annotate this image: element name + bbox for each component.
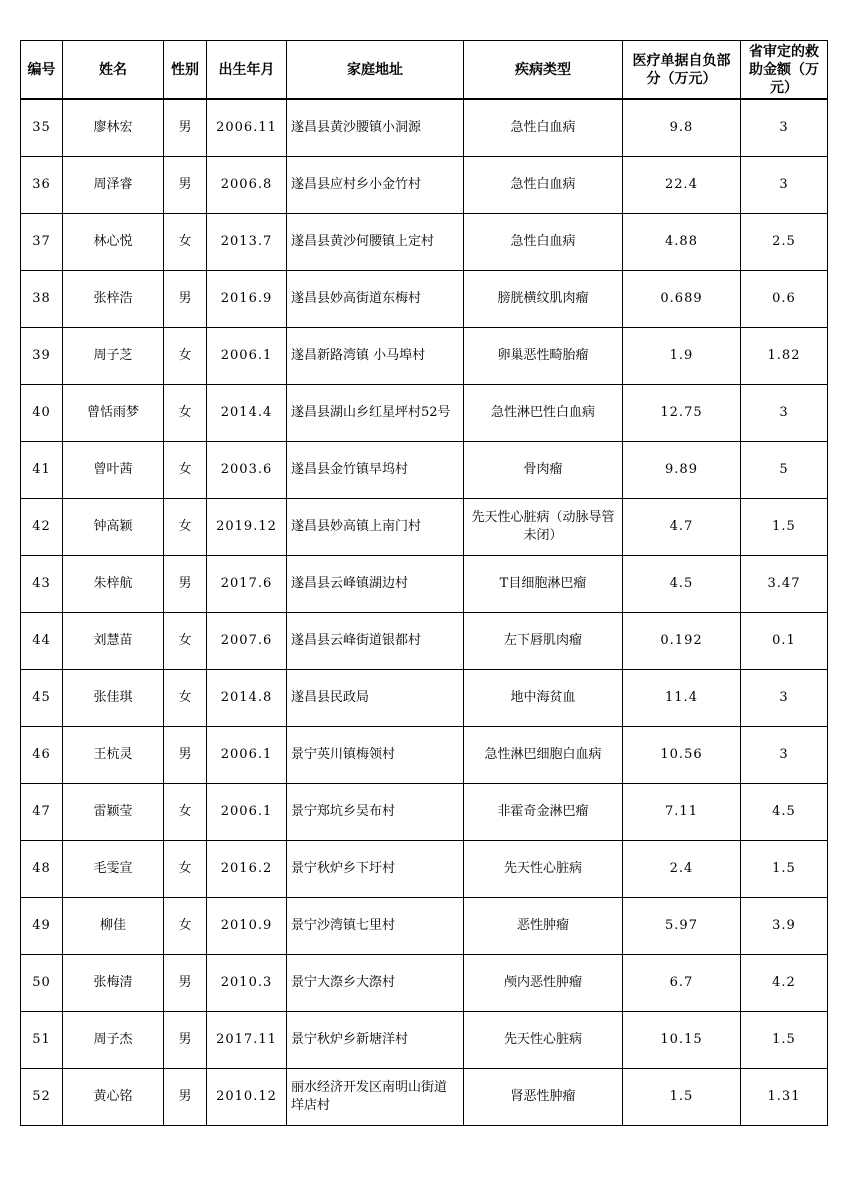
cell-name: 柳佳 xyxy=(63,898,164,955)
cell-aid-amount: 0.1 xyxy=(741,613,828,670)
cell-birth: 2006.1 xyxy=(207,727,287,784)
header-address: 家庭地址 xyxy=(287,41,464,100)
cell-sex: 女 xyxy=(164,442,207,499)
table-body xyxy=(21,99,828,1126)
header-birth: 出生年月 xyxy=(207,41,287,100)
cell-self-pay: 4.5 xyxy=(623,556,741,613)
cell-aid-amount: 1.82 xyxy=(741,328,828,385)
cell-disease: 先天性心脏病 xyxy=(464,841,623,898)
cell-name: 黄心铭 xyxy=(63,1069,164,1126)
cell-address: 景宁大漈乡大漈村 xyxy=(287,955,464,1012)
cell-sex: 女 xyxy=(164,613,207,670)
cell-no: 46 xyxy=(21,727,63,784)
cell-aid-amount: 3 xyxy=(741,670,828,727)
cell-sex: 女 xyxy=(164,328,207,385)
cell-self-pay: 0.192 xyxy=(623,613,741,670)
cell-self-pay: 10.15 xyxy=(623,1012,741,1069)
cell-disease: 卵巢恶性畸胎瘤 xyxy=(464,328,623,385)
cell-no: 35 xyxy=(21,99,63,157)
cell-self-pay: 4.7 xyxy=(623,499,741,556)
cell-no: 37 xyxy=(21,214,63,271)
cell-address: 丽水经济开发区南明山街道垟店村 xyxy=(287,1069,464,1126)
table-row xyxy=(21,955,828,1012)
cell-aid-amount: 3 xyxy=(741,99,828,157)
cell-birth: 2017.11 xyxy=(207,1012,287,1069)
header-self-pay: 医疗单据自负部分（万元） xyxy=(623,41,741,100)
cell-sex: 女 xyxy=(164,784,207,841)
cell-disease: 颅内恶性肿瘤 xyxy=(464,955,623,1012)
table-row xyxy=(21,1069,828,1126)
cell-address: 景宁英川镇梅领村 xyxy=(287,727,464,784)
cell-birth: 2010.3 xyxy=(207,955,287,1012)
cell-birth: 2006.11 xyxy=(207,99,287,157)
table-row xyxy=(21,784,828,841)
cell-no: 47 xyxy=(21,784,63,841)
cell-no: 40 xyxy=(21,385,63,442)
cell-disease: 肾恶性肿瘤 xyxy=(464,1069,623,1126)
cell-name: 周泽睿 xyxy=(63,157,164,214)
aid-recipients-table xyxy=(20,40,828,1126)
header-sex: 性别 xyxy=(164,41,207,100)
cell-self-pay: 7.11 xyxy=(623,784,741,841)
cell-name: 王杭灵 xyxy=(63,727,164,784)
cell-sex: 女 xyxy=(164,670,207,727)
cell-no: 48 xyxy=(21,841,63,898)
cell-sex: 男 xyxy=(164,1012,207,1069)
cell-address: 景宁秋炉乡下圩村 xyxy=(287,841,464,898)
cell-name: 曾恬雨梦 xyxy=(63,385,164,442)
table-row xyxy=(21,442,828,499)
cell-sex: 男 xyxy=(164,157,207,214)
cell-name: 张梓浩 xyxy=(63,271,164,328)
cell-sex: 女 xyxy=(164,385,207,442)
cell-no: 43 xyxy=(21,556,63,613)
cell-address: 遂昌县民政局 xyxy=(287,670,464,727)
cell-no: 42 xyxy=(21,499,63,556)
cell-name: 毛雯宣 xyxy=(63,841,164,898)
cell-birth: 2013.7 xyxy=(207,214,287,271)
cell-disease: 膀胱横纹肌肉瘤 xyxy=(464,271,623,328)
cell-aid-amount: 3.47 xyxy=(741,556,828,613)
cell-birth: 2010.9 xyxy=(207,898,287,955)
cell-disease: 急性白血病 xyxy=(464,214,623,271)
cell-sex: 女 xyxy=(164,499,207,556)
cell-disease: 急性淋巴性白血病 xyxy=(464,385,623,442)
header-aid-amount: 省审定的救助金额（万元） xyxy=(741,41,828,100)
cell-sex: 女 xyxy=(164,214,207,271)
header-disease: 疾病类型 xyxy=(464,41,623,100)
table-row xyxy=(21,613,828,670)
cell-aid-amount: 3 xyxy=(741,385,828,442)
table-row xyxy=(21,214,828,271)
table-row xyxy=(21,841,828,898)
cell-self-pay: 1.9 xyxy=(623,328,741,385)
cell-self-pay: 9.89 xyxy=(623,442,741,499)
cell-birth: 2006.1 xyxy=(207,784,287,841)
cell-self-pay: 6.7 xyxy=(623,955,741,1012)
cell-self-pay: 10.56 xyxy=(623,727,741,784)
cell-disease: 地中海贫血 xyxy=(464,670,623,727)
cell-disease: 急性白血病 xyxy=(464,99,623,157)
cell-birth: 2017.6 xyxy=(207,556,287,613)
cell-address: 遂昌县湖山乡红星坪村52号 xyxy=(287,385,464,442)
cell-disease: 非霍奇金淋巴瘤 xyxy=(464,784,623,841)
cell-disease: 急性淋巴细胞白血病 xyxy=(464,727,623,784)
cell-no: 38 xyxy=(21,271,63,328)
cell-aid-amount: 2.5 xyxy=(741,214,828,271)
cell-aid-amount: 0.6 xyxy=(741,271,828,328)
cell-birth: 2010.12 xyxy=(207,1069,287,1126)
cell-aid-amount: 1.31 xyxy=(741,1069,828,1126)
cell-address: 遂昌新路湾镇 小马埠村 xyxy=(287,328,464,385)
cell-sex: 男 xyxy=(164,99,207,157)
table-row xyxy=(21,499,828,556)
table-row xyxy=(21,898,828,955)
cell-birth: 2014.8 xyxy=(207,670,287,727)
cell-no: 36 xyxy=(21,157,63,214)
cell-aid-amount: 4.5 xyxy=(741,784,828,841)
cell-name: 周子芝 xyxy=(63,328,164,385)
cell-name: 雷颖莹 xyxy=(63,784,164,841)
cell-birth: 2006.8 xyxy=(207,157,287,214)
cell-name: 周子杰 xyxy=(63,1012,164,1069)
cell-name: 廖林宏 xyxy=(63,99,164,157)
cell-address: 遂昌县云峰镇湖边村 xyxy=(287,556,464,613)
cell-disease: 骨肉瘤 xyxy=(464,442,623,499)
cell-address: 景宁郑坑乡吴布村 xyxy=(287,784,464,841)
cell-disease: T目细胞淋巴瘤 xyxy=(464,556,623,613)
table-row xyxy=(21,385,828,442)
cell-no: 45 xyxy=(21,670,63,727)
cell-self-pay: 11.4 xyxy=(623,670,741,727)
cell-birth: 2007.6 xyxy=(207,613,287,670)
header-name: 姓名 xyxy=(63,41,164,100)
cell-name: 张梅清 xyxy=(63,955,164,1012)
cell-name: 张佳琪 xyxy=(63,670,164,727)
cell-sex: 男 xyxy=(164,955,207,1012)
cell-birth: 2016.9 xyxy=(207,271,287,328)
cell-no: 52 xyxy=(21,1069,63,1126)
header-row xyxy=(21,41,828,100)
cell-birth: 2006.1 xyxy=(207,328,287,385)
cell-self-pay: 22.4 xyxy=(623,157,741,214)
cell-address: 遂昌县黄沙腰镇小洞源 xyxy=(287,99,464,157)
cell-self-pay: 2.4 xyxy=(623,841,741,898)
cell-sex: 男 xyxy=(164,727,207,784)
cell-aid-amount: 4.2 xyxy=(741,955,828,1012)
cell-sex: 男 xyxy=(164,556,207,613)
cell-sex: 女 xyxy=(164,841,207,898)
cell-aid-amount: 3.9 xyxy=(741,898,828,955)
cell-aid-amount: 5 xyxy=(741,442,828,499)
cell-self-pay: 5.97 xyxy=(623,898,741,955)
table-row xyxy=(21,670,828,727)
cell-no: 39 xyxy=(21,328,63,385)
cell-name: 刘慧苗 xyxy=(63,613,164,670)
cell-aid-amount: 3 xyxy=(741,727,828,784)
cell-address: 遂昌县黄沙何腰镇上定村 xyxy=(287,214,464,271)
table-row xyxy=(21,1012,828,1069)
cell-self-pay: 4.88 xyxy=(623,214,741,271)
aid-recipients-table-wrapper xyxy=(20,40,828,1126)
cell-address: 遂昌县应村乡小金竹村 xyxy=(287,157,464,214)
table-row xyxy=(21,328,828,385)
cell-no: 49 xyxy=(21,898,63,955)
table-row xyxy=(21,556,828,613)
cell-name: 钟高颖 xyxy=(63,499,164,556)
cell-birth: 2014.4 xyxy=(207,385,287,442)
cell-self-pay: 12.75 xyxy=(623,385,741,442)
cell-self-pay: 9.8 xyxy=(623,99,741,157)
cell-name: 林心悦 xyxy=(63,214,164,271)
cell-address: 遂昌县云峰街道银都村 xyxy=(287,613,464,670)
cell-address: 景宁沙湾镇七里村 xyxy=(287,898,464,955)
cell-aid-amount: 1.5 xyxy=(741,499,828,556)
cell-disease: 先天性心脏病（动脉导管未闭） xyxy=(464,499,623,556)
cell-aid-amount: 3 xyxy=(741,157,828,214)
cell-address: 景宁秋炉乡新塘洋村 xyxy=(287,1012,464,1069)
table-header xyxy=(21,41,828,100)
cell-disease: 恶性肿瘤 xyxy=(464,898,623,955)
cell-name: 曾叶茜 xyxy=(63,442,164,499)
cell-birth: 2003.6 xyxy=(207,442,287,499)
cell-disease: 先天性心脏病 xyxy=(464,1012,623,1069)
cell-no: 41 xyxy=(21,442,63,499)
cell-address: 遂昌县妙高街道东梅村 xyxy=(287,271,464,328)
cell-no: 50 xyxy=(21,955,63,1012)
cell-address: 遂昌县金竹镇早坞村 xyxy=(287,442,464,499)
cell-disease: 急性白血病 xyxy=(464,157,623,214)
cell-sex: 男 xyxy=(164,271,207,328)
header-no: 编号 xyxy=(21,41,63,100)
cell-aid-amount: 1.5 xyxy=(741,841,828,898)
cell-birth: 2016.2 xyxy=(207,841,287,898)
cell-sex: 女 xyxy=(164,898,207,955)
table-row xyxy=(21,727,828,784)
cell-birth: 2019.12 xyxy=(207,499,287,556)
table-row xyxy=(21,157,828,214)
cell-sex: 男 xyxy=(164,1069,207,1126)
cell-name: 朱梓航 xyxy=(63,556,164,613)
cell-no: 44 xyxy=(21,613,63,670)
cell-disease: 左下唇肌肉瘤 xyxy=(464,613,623,670)
cell-self-pay: 1.5 xyxy=(623,1069,741,1126)
table-row xyxy=(21,99,828,157)
cell-self-pay: 0.689 xyxy=(623,271,741,328)
table-row xyxy=(21,271,828,328)
cell-address: 遂昌县妙高镇上南门村 xyxy=(287,499,464,556)
cell-no: 51 xyxy=(21,1012,63,1069)
cell-aid-amount: 1.5 xyxy=(741,1012,828,1069)
